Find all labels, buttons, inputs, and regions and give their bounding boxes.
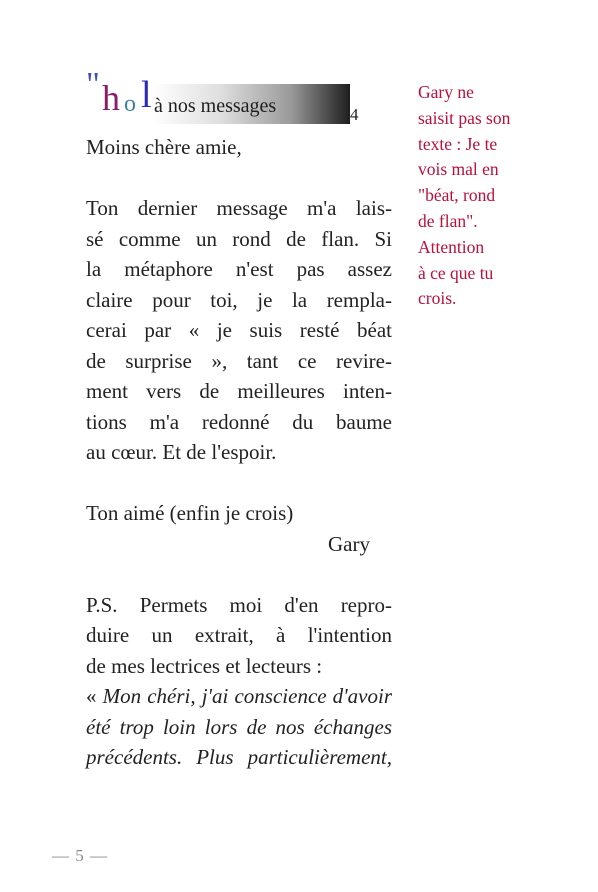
letter-body [86,132,392,773]
signature: Gary [328,531,370,556]
margin-note-line: saisit pas son [418,107,511,128]
ps-line: P.S. Permets moi d'en repro- [86,592,392,617]
margin-note-line: texte : Je te [418,133,498,154]
paragraph-line: sé comme un rond de flan. Si [86,226,392,251]
paragraph-line: au cœur. Et de l'espoir. [86,440,277,464]
margin-note-line: à ce que tu [418,262,494,283]
margin-note-line: vois mal en [418,159,499,180]
margin-note-line: de flan". [418,210,478,231]
blank-line [86,559,392,590]
title-letter-h: h [102,78,120,118]
quote-text: Mon chéri, j'ai conscience d'avoir [102,684,393,708]
blank-line [86,468,392,499]
paragraph-line: la métaphore n'est pas assez [86,257,392,281]
title-letter-l: l [141,74,152,116]
title-number: 4 [350,105,359,124]
margin-note-line: Gary ne [418,82,474,102]
paragraph-line: Ton dernier message m'a lais- [86,196,392,220]
title-text: à nos messages [154,95,277,117]
margin-note-line: crois. [418,288,457,309]
quote-line [86,681,392,712]
closing: Ton aimé (enfin je crois) [86,501,294,525]
title-quote-mark: " [86,66,100,103]
quote-line: précédents. Plus particulièrement, [86,745,392,769]
ps-line: de mes lectrices et lecteurs : [86,653,323,678]
paragraph-line: cerai par « je suis resté béat [86,318,392,342]
paragraph-line: de surprise », tant ce revire- [86,348,392,373]
blank-line [86,163,392,194]
margin-note [418,80,548,312]
paragraph-line: claire pour toi, je la rempla- [86,287,392,312]
page-number: — 5 — [52,846,108,865]
paragraph-line: tions m'a redonné du baume [86,409,392,434]
margin-note-line: Attention [418,236,485,257]
quote-open-mark: « [86,684,103,708]
paragraph-line: ment vers de meilleures inten- [86,379,392,403]
title-letter-o: o [124,91,136,117]
margin-note-line: "béat, rond [418,185,496,206]
ps-line: duire un extrait, à l'intention [86,623,392,647]
salutation: Moins chère amie, [86,135,242,159]
quote-line: été trop loin lors de nos échanges [86,714,392,739]
chapter-title [86,68,376,128]
